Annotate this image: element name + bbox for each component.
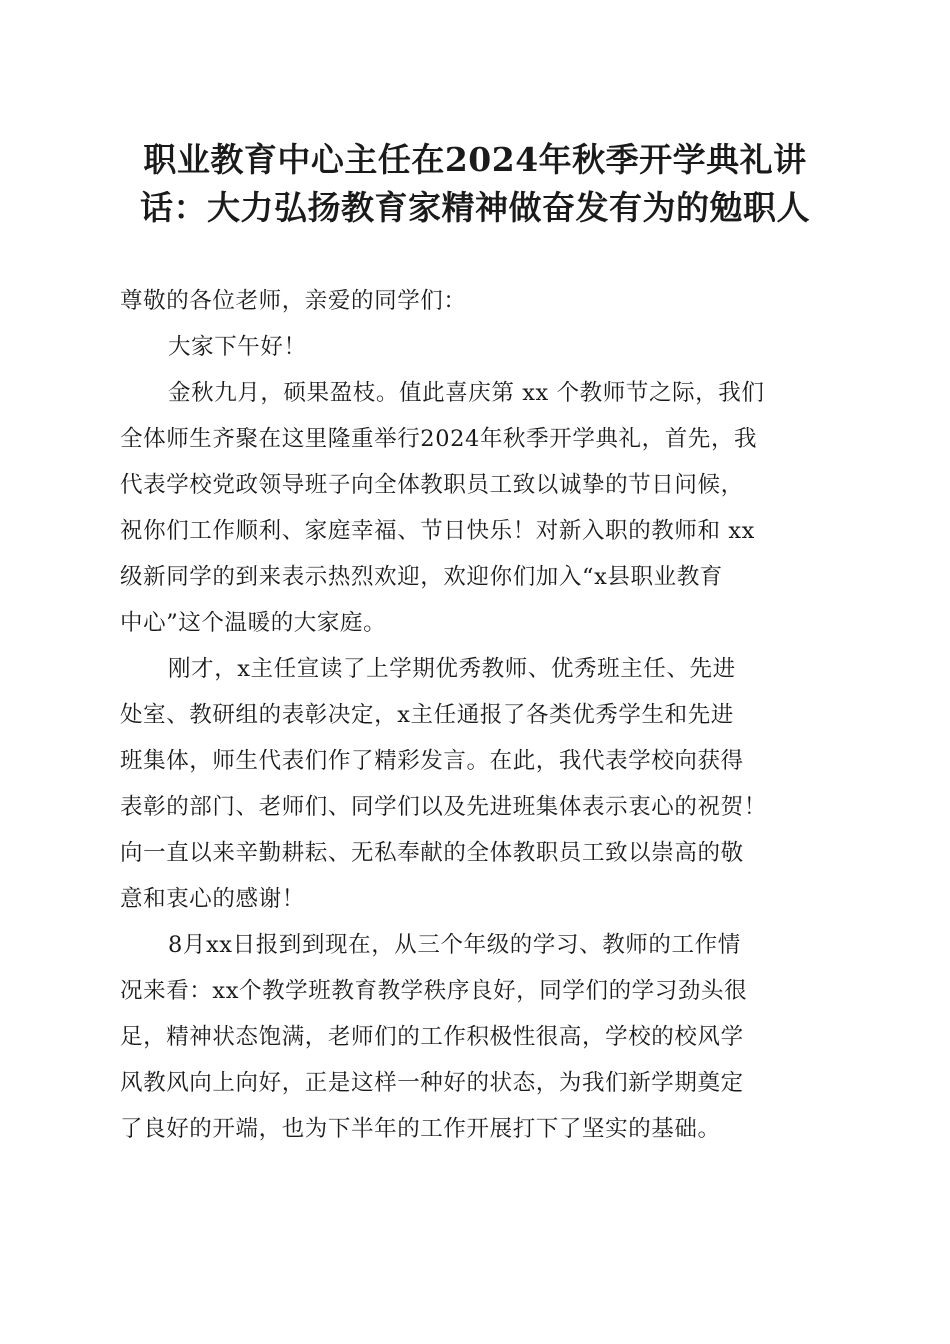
paragraph-line: 中心”这个温暖的大家庭。 bbox=[120, 610, 387, 636]
paragraph bbox=[120, 324, 840, 370]
paragraph-line: 代表学校党政领导班子向全体教职员工致以诚挚的节日问候， bbox=[120, 472, 744, 498]
title-line: 话：大力弘扬教育家精神做奋发有为的勉职人 bbox=[140, 188, 810, 227]
paragraph-line: 意和衷心的感谢！ bbox=[120, 886, 305, 912]
paragraph-line: 班集体，师生代表们作了精彩发言。在此，我代表学校向获得 bbox=[120, 748, 744, 774]
paragraph-line: 祝你们工作顺利、家庭幸福、节日快乐！对新入职的教师和 xx bbox=[120, 518, 755, 544]
paragraph-line: 足，精神状态饱满，老师们的工作积极性很高，学校的校风学 bbox=[120, 1024, 744, 1050]
paragraph-line: 表彰的部门、老师们、同学们以及先进班集体表示衷心的祝贺！ bbox=[120, 794, 767, 820]
title-line: 职业教育中心主任在2024年秋季开学典礼讲 bbox=[143, 140, 807, 179]
paragraph-line: 向一直以来辛勤耕耘、无私奉献的全体教职员工致以崇高的敬 bbox=[120, 840, 744, 866]
paragraph-line: 大家下午好！ bbox=[168, 334, 307, 360]
paragraph bbox=[120, 922, 840, 1152]
paragraph-line: 风教风向上向好，正是这样一种好的状态，为我们新学期奠定 bbox=[120, 1070, 744, 1096]
paragraph-line: 刚才，x主任宣读了上学期优秀教师、优秀班主任、先进 bbox=[168, 656, 736, 682]
paragraph-line: 全体师生齐聚在这里隆重举行2024年秋季开学典礼，首先，我 bbox=[120, 426, 758, 452]
paragraph-line: 金秋九月，硕果盈枝。值此喜庆第 xx 个教师节之际，我们 bbox=[168, 380, 765, 406]
paragraph-line: 8月xx日报到到现在，从三个年级的学习、教师的工作情 bbox=[168, 932, 741, 958]
salutation: 尊敬的各位老师，亲爱的同学们： bbox=[120, 288, 467, 314]
paragraph-line: 处室、教研组的表彰决定，x主任通报了各类优秀学生和先进 bbox=[120, 702, 734, 728]
document-body bbox=[120, 278, 840, 1152]
paragraph-line: 了良好的开端，也为下半年的工作开展打下了坚实的基础。 bbox=[120, 1116, 721, 1142]
paragraph bbox=[120, 370, 840, 646]
document-title bbox=[100, 136, 850, 232]
paragraph-line: 况来看：xx个教学班教育教学秩序良好，同学们的学习劲头很 bbox=[120, 978, 748, 1004]
paragraph bbox=[120, 646, 840, 922]
paragraph-line: 级新同学的到来表示热烈欢迎，欢迎你们加入“x县职业教育 bbox=[120, 564, 723, 590]
